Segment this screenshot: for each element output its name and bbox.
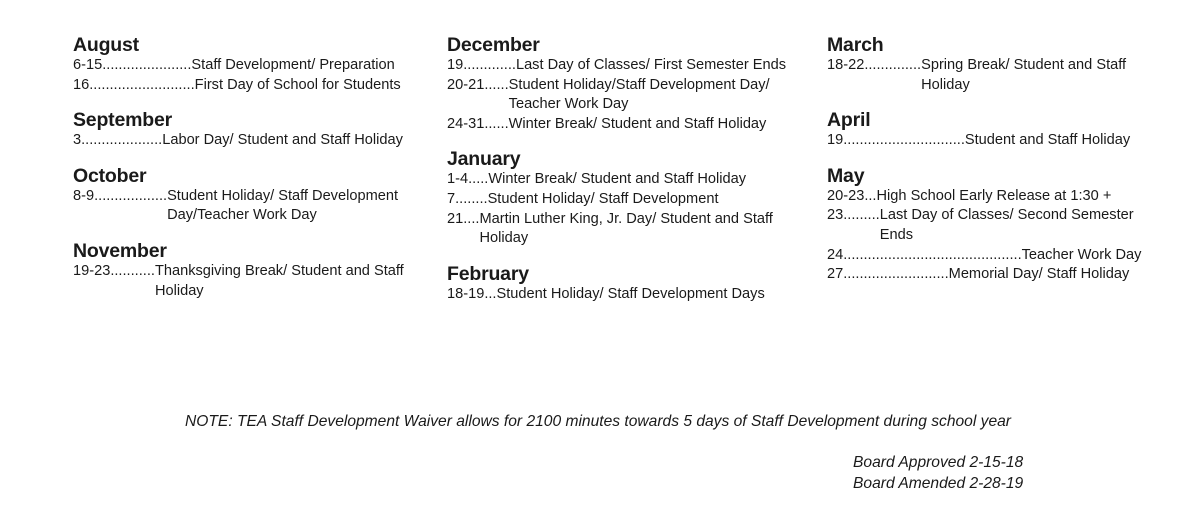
month-december	[447, 34, 817, 134]
entry-description: Labor Day/ Student and Staff Holiday	[162, 132, 403, 149]
month-title: May	[827, 164, 865, 187]
entry-dates: 23.........	[827, 207, 880, 224]
calendar-entry	[73, 56, 438, 76]
month-title: October	[73, 164, 147, 187]
entry-dates: 19.............	[447, 57, 516, 73]
entry-description: Student Holiday/ Staff Development Day/Teacher Work Day	[167, 187, 399, 224]
calendar-entry	[73, 187, 438, 226]
month-march	[827, 34, 1162, 95]
entry-dates: 1-4.....	[447, 171, 489, 188]
entry-dates: 18-22..............	[827, 57, 922, 73]
calendar-entry	[447, 56, 817, 76]
entry-description: Winter Break/ Student and Staff Holiday	[508, 115, 767, 132]
calendar-entry	[73, 76, 438, 96]
calendar-entry	[73, 131, 438, 151]
calendar-column-2	[447, 34, 817, 318]
entry-description: Staff Development/ Preparation	[191, 57, 395, 73]
month-november	[73, 240, 438, 301]
entry-description: Student Holiday/ Staff Development Days	[496, 285, 765, 302]
entry-dates: 24............................................	[827, 246, 1022, 263]
calendar-entry	[447, 190, 817, 210]
calendar-entry	[447, 210, 817, 249]
month-october	[73, 165, 438, 226]
calendar-entry	[827, 187, 1162, 207]
month-title: September	[73, 109, 172, 132]
month-title: March	[827, 34, 884, 56]
entry-description: Spring Break/ Student and Staff Holiday	[921, 57, 1127, 93]
month-title: November	[73, 239, 167, 262]
month-title: January	[447, 148, 521, 171]
entry-dates: 19-23...........	[73, 262, 155, 279]
entry-description: Martin Luther King, Jr. Day/ Student and Staff Holiday	[479, 210, 773, 247]
entry-dates: 18-19...	[447, 285, 497, 302]
entry-dates: 20-21......	[447, 76, 509, 93]
entry-description: Student and Staff Holiday	[964, 132, 1131, 149]
month-february	[447, 263, 817, 305]
entry-description: Last Day of Classes/ Second Semester Ends	[879, 207, 1134, 243]
entry-description: Thanksgiving Break/ Student and Staff Holiday	[154, 262, 404, 299]
calendar-entry	[73, 262, 438, 301]
month-january	[447, 148, 817, 248]
entry-dates: 27..........................	[827, 266, 949, 283]
month-title: December	[447, 34, 540, 56]
month-title: August	[73, 34, 139, 56]
calendar-entry	[447, 76, 817, 115]
entry-description: Winter Break/ Student and Staff Holiday	[488, 171, 747, 188]
calendar-entry	[827, 56, 1162, 95]
staff-development-note: NOTE: TEA Staff Development Waiver allows for 2100 minutes towards 5 days of Staff Development during school year	[185, 413, 1011, 430]
month-title: February	[447, 262, 529, 285]
month-may	[827, 165, 1162, 285]
entry-description: First Day of School for Students	[194, 76, 401, 93]
entry-description: Memorial Day/ Staff Holiday	[948, 266, 1130, 283]
entry-dates: 20-23...	[827, 187, 877, 204]
calendar-entry	[827, 265, 1162, 285]
entry-dates: 21....	[447, 210, 480, 227]
board-approval-info	[853, 452, 1023, 494]
calendar-entry	[827, 131, 1162, 151]
entry-dates: 8-9..................	[73, 187, 168, 204]
entry-description: Student Holiday/Staff Development Day/ Teacher Work Day	[508, 76, 770, 113]
entry-dates: 16..........................	[73, 76, 195, 93]
entry-dates: 3....................	[73, 132, 163, 149]
entry-description: Student Holiday/ Staff Development	[487, 190, 719, 207]
board-approved-date: Board Approved 2-15-18	[853, 454, 1024, 471]
month-april	[827, 109, 1162, 151]
entry-description: Teacher Work Day	[1021, 246, 1142, 263]
entry-dates: 6-15......................	[73, 57, 192, 73]
calendar-column-3	[827, 34, 1162, 299]
calendar-entry	[447, 170, 817, 190]
calendar-entry	[447, 115, 817, 135]
calendar-entry	[827, 246, 1162, 266]
month-title: April	[827, 109, 871, 132]
entry-description: High School Early Release at 1:30 +	[876, 187, 1112, 204]
calendar-entry	[827, 206, 1162, 245]
entry-description: Last Day of Classes/ First Semester Ends	[515, 57, 787, 73]
month-september	[73, 109, 438, 151]
calendar-entry	[447, 285, 817, 305]
entry-dates: 7........	[447, 190, 488, 207]
calendar-column-1	[73, 34, 438, 315]
board-amended-date: Board Amended 2-28-19	[853, 475, 1024, 492]
entry-dates: 24-31......	[447, 115, 509, 132]
entry-dates: 19..............................	[827, 132, 965, 149]
month-august	[73, 34, 438, 95]
